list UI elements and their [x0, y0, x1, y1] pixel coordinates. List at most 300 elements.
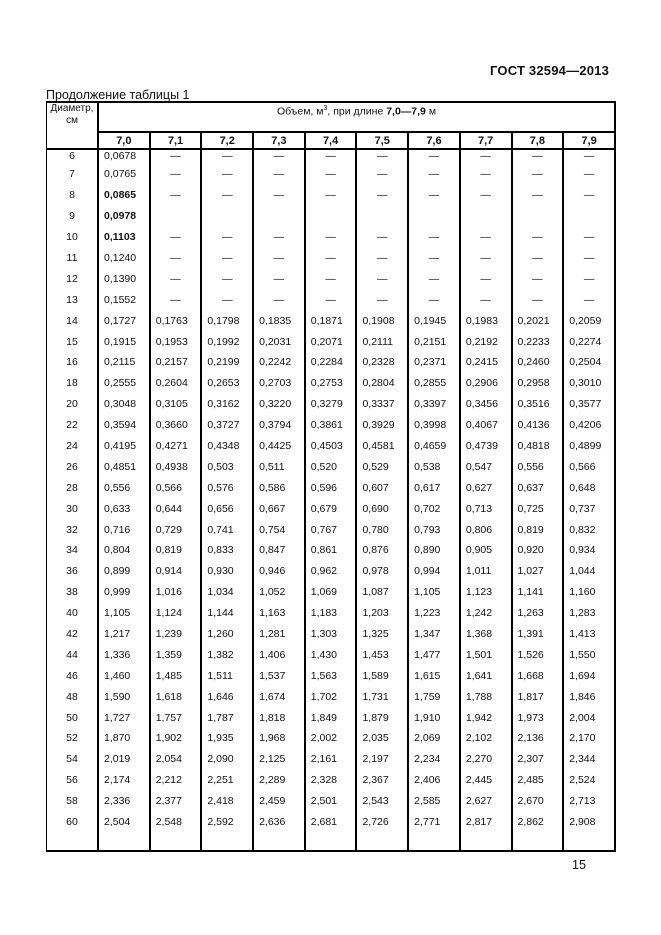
- volume-cell: 1,382: [201, 644, 253, 665]
- volume-cell: 1,849: [305, 707, 357, 728]
- diameter-cell: 24: [47, 436, 99, 457]
- volume-cell: 2,328: [305, 770, 357, 791]
- diameter-cell: 22: [47, 415, 99, 436]
- volume-cell: —: [512, 185, 564, 206]
- volume-cell: 2,862: [512, 812, 564, 851]
- volume-cell: 0,716: [98, 519, 150, 540]
- volume-cell: 0,2703: [253, 373, 305, 394]
- volume-cell: 2,289: [253, 770, 305, 791]
- volume-cell: 0,1798: [201, 310, 253, 331]
- volume-cell: —: [408, 289, 460, 310]
- volume-cell: 0,793: [408, 519, 460, 540]
- diameter-cell: 10: [47, 227, 99, 248]
- volume-cell: 0,4206: [563, 415, 615, 436]
- table-row: [47, 206, 616, 227]
- volume-cell: —: [150, 268, 202, 289]
- volume-cell: 0,2031: [253, 331, 305, 352]
- volume-cell: 1,942: [460, 707, 512, 728]
- diameter-cell: 44: [47, 644, 99, 665]
- volume-cell: 0,920: [512, 540, 564, 561]
- table-row: [47, 728, 616, 749]
- volume-cell: [563, 206, 615, 227]
- table-row: [47, 812, 616, 851]
- volume-cell: 0,725: [512, 498, 564, 519]
- volume-cell: 0,1871: [305, 310, 357, 331]
- volume-cell: 1,935: [201, 728, 253, 749]
- volume-cell: —: [356, 268, 408, 289]
- diameter-cell: 14: [47, 310, 99, 331]
- volume-cell: [356, 206, 408, 227]
- volume-cell: 0,566: [563, 456, 615, 477]
- volume-cell: 1,550: [563, 644, 615, 665]
- diameter-cell: 46: [47, 665, 99, 686]
- volume-cell: 2,161: [305, 749, 357, 770]
- table-row: [47, 149, 616, 164]
- volume-cell: 0,2415: [460, 352, 512, 373]
- length-header-cell: 7,9: [563, 132, 615, 149]
- volume-cell: 0,538: [408, 456, 460, 477]
- diameter-cell: 56: [47, 770, 99, 791]
- volume-cell: 1,217: [98, 624, 150, 645]
- diameter-cell: 6: [47, 149, 99, 164]
- volume-cell: 1,537: [253, 665, 305, 686]
- volume-cell: 0,4659: [408, 436, 460, 457]
- volume-cell: 1,485: [150, 665, 202, 686]
- volume-cell: 0,690: [356, 498, 408, 519]
- page-number: 15: [572, 858, 586, 872]
- volume-cell: 0,702: [408, 498, 460, 519]
- volume-cell: 0,754: [253, 519, 305, 540]
- volume-cell: 2,002: [305, 728, 357, 749]
- table-row: [47, 164, 616, 185]
- volume-cell: 1,413: [563, 624, 615, 645]
- volume-cell: —: [512, 248, 564, 269]
- volume-cell: 1,646: [201, 686, 253, 707]
- volume-cell: —: [305, 149, 357, 164]
- volume-cell: —: [150, 164, 202, 185]
- volume-cell: 1,391: [512, 624, 564, 645]
- volume-cell: 0,2157: [150, 352, 202, 373]
- volume-cell: 2,004: [563, 707, 615, 728]
- volume-cell: 0,1915: [98, 331, 150, 352]
- diameter-cell: 58: [47, 791, 99, 812]
- volume-cell: 1,347: [408, 624, 460, 645]
- volume-cell: 0,644: [150, 498, 202, 519]
- volume-cell: 1,124: [150, 603, 202, 624]
- document-id: ГОСТ 32594—2013: [490, 63, 609, 78]
- length-header-cell: 7,0: [98, 132, 150, 149]
- volume-cell: —: [201, 185, 253, 206]
- volume-cell: —: [356, 185, 408, 206]
- volume-cell: 0,962: [305, 561, 357, 582]
- volume-cell: —: [563, 268, 615, 289]
- volume-cell: —: [408, 268, 460, 289]
- volume-cell: —: [150, 289, 202, 310]
- volume-cell: 0,832: [563, 519, 615, 540]
- volume-cell: 0,914: [150, 561, 202, 582]
- table-row: [47, 415, 616, 436]
- table-row: [47, 665, 616, 686]
- length-header-cell: 7,4: [305, 132, 357, 149]
- table-row: [47, 561, 616, 582]
- table-row: [47, 644, 616, 665]
- volume-cell: —: [460, 185, 512, 206]
- table-header-row: [47, 102, 616, 132]
- volume-cell: —: [512, 268, 564, 289]
- volume-cell: 0,2328: [356, 352, 408, 373]
- volume-cell: 2,054: [150, 749, 202, 770]
- volume-cell: 1,788: [460, 686, 512, 707]
- volume-cell: 0,679: [305, 498, 357, 519]
- volume-cell: —: [563, 227, 615, 248]
- volume-cell: 2,307: [512, 749, 564, 770]
- volume-cell: —: [512, 227, 564, 248]
- volume-cell: 0,633: [98, 498, 150, 519]
- volume-cell: —: [201, 149, 253, 164]
- volume-cell: 1,879: [356, 707, 408, 728]
- volume-cell: 0,4271: [150, 436, 202, 457]
- volume-cell: 0,930: [201, 561, 253, 582]
- table-row: [47, 582, 616, 603]
- table-row: [47, 227, 616, 248]
- volume-cell: 1,123: [460, 582, 512, 603]
- volume-cell: 1,759: [408, 686, 460, 707]
- length-header-cell: 7,8: [512, 132, 564, 149]
- volume-cell: 1,183: [305, 603, 357, 624]
- volume-cell: 0,2371: [408, 352, 460, 373]
- table-row: [47, 707, 616, 728]
- volume-cell: 0,876: [356, 540, 408, 561]
- volume-cell: 2,548: [150, 812, 202, 851]
- volume-cell: 0,2071: [305, 331, 357, 352]
- volume-cell: 0,4195: [98, 436, 150, 457]
- volume-cell: 0,627: [460, 477, 512, 498]
- volume-cell: 0,3397: [408, 394, 460, 415]
- length-header-cell: 7,5: [356, 132, 408, 149]
- diameter-cell: 52: [47, 728, 99, 749]
- diameter-cell: 60: [47, 812, 99, 851]
- volume-cell: 0,1992: [201, 331, 253, 352]
- volume-cell: 0,1763: [150, 310, 202, 331]
- volume-cell: 2,524: [563, 770, 615, 791]
- length-header-cell: 7,6: [408, 132, 460, 149]
- volume-cell: 0,2111: [356, 331, 408, 352]
- volume-header-suffix: м: [425, 105, 437, 118]
- volume-cell: 0,3010: [563, 373, 615, 394]
- volume-cell: 1,501: [460, 644, 512, 665]
- volume-cell: 2,174: [98, 770, 150, 791]
- volume-cell: —: [305, 164, 357, 185]
- volume-cell: 2,035: [356, 728, 408, 749]
- volume-cell: 0,4425: [253, 436, 305, 457]
- volume-cell: —: [305, 248, 357, 269]
- diameter-cell: 48: [47, 686, 99, 707]
- volume-cell: 1,325: [356, 624, 408, 645]
- volume-cell: 2,212: [150, 770, 202, 791]
- volume-cell: 0,3727: [201, 415, 253, 436]
- diameter-cell: 38: [47, 582, 99, 603]
- volume-cell: 0,556: [98, 477, 150, 498]
- table-row: [47, 352, 616, 373]
- volume-cell: 1,016: [150, 582, 202, 603]
- volume-cell: 0,2855: [408, 373, 460, 394]
- volume-cell: —: [408, 185, 460, 206]
- volume-cell: —: [150, 149, 202, 164]
- volume-cell: 0,3660: [150, 415, 202, 436]
- volume-cell: 1,368: [460, 624, 512, 645]
- table-row: [47, 603, 616, 624]
- volume-cell: 0,1390: [98, 268, 150, 289]
- length-header-cell: 7,1: [150, 132, 202, 149]
- volume-cell: 2,367: [356, 770, 408, 791]
- volume-cell: —: [408, 248, 460, 269]
- volume-cell: 0,4136: [512, 415, 564, 436]
- volume-cell: —: [460, 164, 512, 185]
- volume-cell: 0,648: [563, 477, 615, 498]
- volume-cell: 0,729: [150, 519, 202, 540]
- volume-cell: 0,4818: [512, 436, 564, 457]
- volume-cell: 1,359: [150, 644, 202, 665]
- volume-cell: 0,890: [408, 540, 460, 561]
- volume-cell: 1,069: [305, 582, 357, 603]
- volume-cell: 0,529: [356, 456, 408, 477]
- table-row: [47, 436, 616, 457]
- volume-cell: 1,870: [98, 728, 150, 749]
- volume-cell: —: [512, 164, 564, 185]
- volume-cell: 1,757: [150, 707, 202, 728]
- volume-cell: 1,589: [356, 665, 408, 686]
- volume-cell: 0,0978: [98, 206, 150, 227]
- volume-cell: 0,0865: [98, 185, 150, 206]
- volume-cell: [512, 206, 564, 227]
- volume-cell: 1,702: [305, 686, 357, 707]
- volume-cell: 0,1727: [98, 310, 150, 331]
- volume-cell: [305, 206, 357, 227]
- volume-cell: —: [563, 248, 615, 269]
- diameter-cell: 20: [47, 394, 99, 415]
- volume-cell: 0,999: [98, 582, 150, 603]
- volume-cell: 1,239: [150, 624, 202, 645]
- diameter-cell: 40: [47, 603, 99, 624]
- volume-cell: 0,3456: [460, 394, 512, 415]
- table-row: [47, 310, 616, 331]
- volume-cell: 1,087: [356, 582, 408, 603]
- volume-cell: —: [563, 149, 615, 164]
- volume-header: [98, 102, 615, 132]
- volume-cell: 0,2059: [563, 310, 615, 331]
- volume-cell: 0,4503: [305, 436, 357, 457]
- volume-cell: 0,2192: [460, 331, 512, 352]
- volume-cell: —: [460, 149, 512, 164]
- diameter-cell: 34: [47, 540, 99, 561]
- volume-cell: —: [201, 164, 253, 185]
- table-row: [47, 624, 616, 645]
- volume-cell: 0,819: [150, 540, 202, 561]
- table-row: [47, 248, 616, 269]
- volume-cell: 2,501: [305, 791, 357, 812]
- volume-cell: 0,1835: [253, 310, 305, 331]
- volume-cell: —: [563, 164, 615, 185]
- diameter-cell: 7: [47, 164, 99, 185]
- volume-cell: 0,946: [253, 561, 305, 582]
- volume-cell: [150, 206, 202, 227]
- volume-cell: 0,3337: [356, 394, 408, 415]
- volume-cell: 1,641: [460, 665, 512, 686]
- volume-cell: [408, 206, 460, 227]
- volume-cell: 1,787: [201, 707, 253, 728]
- volume-cell: 0,3279: [305, 394, 357, 415]
- volume-cell: 0,586: [253, 477, 305, 498]
- table-row: [47, 770, 616, 791]
- volume-cell: 0,737: [563, 498, 615, 519]
- volume-cell: 0,3594: [98, 415, 150, 436]
- diameter-cell: 28: [47, 477, 99, 498]
- volume-cell: 0,2021: [512, 310, 564, 331]
- volume-cell: 1,034: [201, 582, 253, 603]
- volume-cell: 2,270: [460, 749, 512, 770]
- volume-cell: 1,818: [253, 707, 305, 728]
- volume-cell: 0,3861: [305, 415, 357, 436]
- volume-cell: 1,336: [98, 644, 150, 665]
- volume-cell: 2,908: [563, 812, 615, 851]
- volume-cell: 1,223: [408, 603, 460, 624]
- volume-cell: 0,2115: [98, 352, 150, 373]
- volume-cell: 2,713: [563, 791, 615, 812]
- volume-cell: 0,4581: [356, 436, 408, 457]
- volume-cell: [253, 206, 305, 227]
- volume-cell: —: [356, 227, 408, 248]
- volume-cell: 2,670: [512, 791, 564, 812]
- volume-cell: 0,3048: [98, 394, 150, 415]
- volume-cell: 1,727: [98, 707, 150, 728]
- table-row: [47, 331, 616, 352]
- volume-cell: —: [408, 164, 460, 185]
- volume-cell: 1,163: [253, 603, 305, 624]
- volume-cell: 0,3516: [512, 394, 564, 415]
- volume-cell: 1,044: [563, 561, 615, 582]
- volume-cell: 1,144: [201, 603, 253, 624]
- volume-cell: 1,910: [408, 707, 460, 728]
- volume-cell: —: [150, 248, 202, 269]
- volume-cell: 1,260: [201, 624, 253, 645]
- volume-cell: 1,668: [512, 665, 564, 686]
- volume-cell: 0,2804: [356, 373, 408, 394]
- diameter-cell: 13: [47, 289, 99, 310]
- volume-cell: —: [460, 248, 512, 269]
- diameter-cell: 50: [47, 707, 99, 728]
- diameter-cell: 30: [47, 498, 99, 519]
- volume-cell: 0,2906: [460, 373, 512, 394]
- volume-cell: 0,819: [512, 519, 564, 540]
- volume-header-prefix: Объем, м: [276, 105, 324, 118]
- volume-cell: 2,170: [563, 728, 615, 749]
- volume-cell: —: [253, 289, 305, 310]
- volume-cell: 0,576: [201, 477, 253, 498]
- volume-cell: 0,596: [305, 477, 357, 498]
- diameter-cell: 42: [47, 624, 99, 645]
- volume-cell: 1,694: [563, 665, 615, 686]
- volume-cell: 1,590: [98, 686, 150, 707]
- volume-cell: —: [408, 149, 460, 164]
- volume-cell: —: [512, 289, 564, 310]
- volume-cell: —: [356, 289, 408, 310]
- table-row: [47, 749, 616, 770]
- table-row: [47, 498, 616, 519]
- volume-cell: 0,767: [305, 519, 357, 540]
- volume-cell: 1,526: [512, 644, 564, 665]
- volume-cell: 0,2555: [98, 373, 150, 394]
- volume-cell: 0,2604: [150, 373, 202, 394]
- table-caption: Продолжение таблицы 1: [46, 88, 190, 102]
- volume-cell: —: [460, 227, 512, 248]
- volume-cell: 0,511: [253, 456, 305, 477]
- length-header-cell: 7,2: [201, 132, 253, 149]
- volume-cell: 0,1983: [460, 310, 512, 331]
- volume-cell: 0,2233: [512, 331, 564, 352]
- volume-cell: 1,430: [305, 644, 357, 665]
- table-row: [47, 477, 616, 498]
- volume-cell: 2,585: [408, 791, 460, 812]
- volume-cell: 0,503: [201, 456, 253, 477]
- volume-cell: 0,520: [305, 456, 357, 477]
- volume-cell: —: [460, 289, 512, 310]
- volume-cell: —: [201, 248, 253, 269]
- volume-cell: —: [201, 227, 253, 248]
- volume-cell: 1,731: [356, 686, 408, 707]
- volume-cell: 1,242: [460, 603, 512, 624]
- table-row: [47, 268, 616, 289]
- diameter-cell: 54: [47, 749, 99, 770]
- volume-cell: 2,406: [408, 770, 460, 791]
- volume-cell: 0,2753: [305, 373, 357, 394]
- volume-cell: 1,618: [150, 686, 202, 707]
- table-row: [47, 185, 616, 206]
- volume-cell: —: [201, 289, 253, 310]
- table-row: [47, 456, 616, 477]
- volume-cell: 1,615: [408, 665, 460, 686]
- diameter-cell: 36: [47, 561, 99, 582]
- volume-cell: 2,019: [98, 749, 150, 770]
- volume-cell: 0,0678: [98, 149, 150, 164]
- volume-cell: 1,160: [563, 582, 615, 603]
- volume-cell: 1,052: [253, 582, 305, 603]
- volume-cell: 0,556: [512, 456, 564, 477]
- volume-cell: 1,283: [563, 603, 615, 624]
- volume-cell: 2,069: [408, 728, 460, 749]
- volume-cell: —: [408, 227, 460, 248]
- volume-cell: 1,902: [150, 728, 202, 749]
- volume-cell: 1,674: [253, 686, 305, 707]
- volume-cell: 0,2199: [201, 352, 253, 373]
- volume-cell: 2,592: [201, 812, 253, 851]
- volume-cell: 0,806: [460, 519, 512, 540]
- volume-cell: 2,234: [408, 749, 460, 770]
- volume-cell: 2,817: [460, 812, 512, 851]
- volume-cell: 2,125: [253, 749, 305, 770]
- volume-cell: 1,453: [356, 644, 408, 665]
- diameter-cell: 32: [47, 519, 99, 540]
- volume-cell: 1,303: [305, 624, 357, 645]
- volume-cell: —: [512, 149, 564, 164]
- volume-cell: 2,485: [512, 770, 564, 791]
- volume-cell: 2,627: [460, 791, 512, 812]
- length-header-row: [47, 132, 616, 149]
- volume-cell: 0,3162: [201, 394, 253, 415]
- volume-cell: 1,477: [408, 644, 460, 665]
- volume-cell: 0,3998: [408, 415, 460, 436]
- volume-cell: —: [356, 164, 408, 185]
- volume-cell: 0,741: [201, 519, 253, 540]
